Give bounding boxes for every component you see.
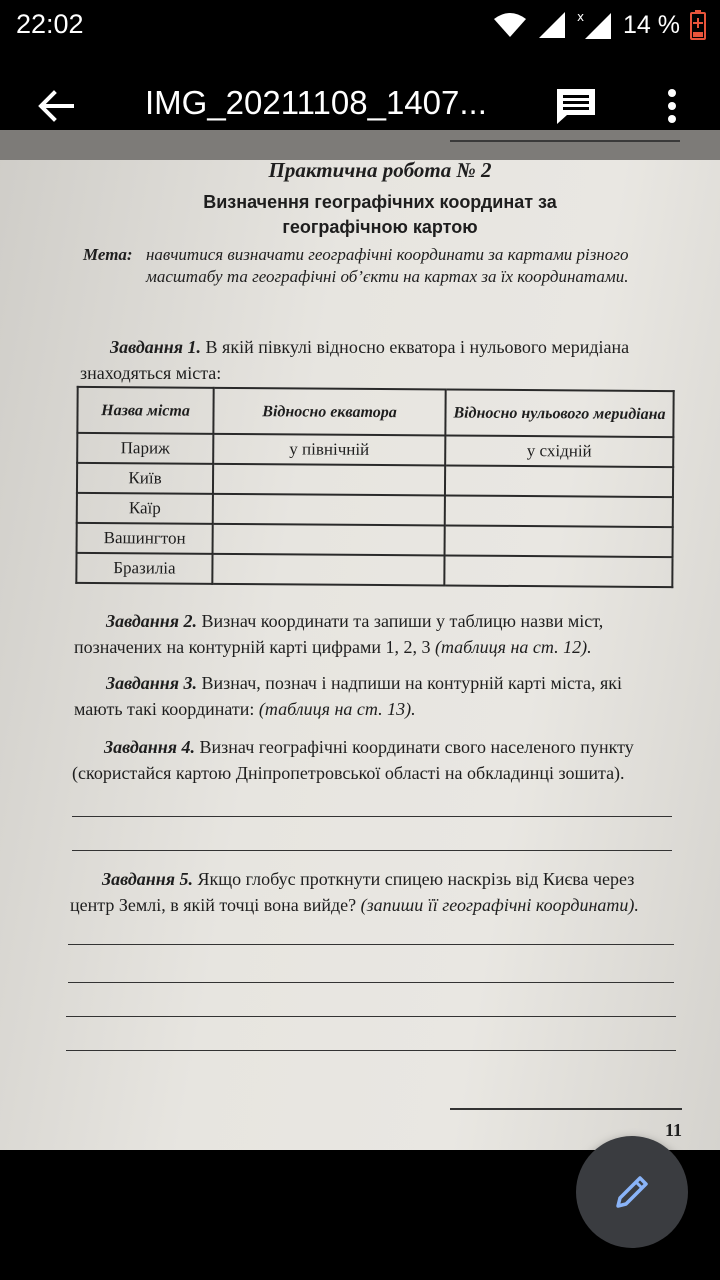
aim-text: навчитися визначати географічні координати за картами різного масштабу та географічні об’єкти на картах за їх координатами. xyxy=(146,245,629,286)
table-cell xyxy=(213,494,445,526)
page-number: 11 xyxy=(665,1120,683,1140)
back-button[interactable] xyxy=(30,80,82,132)
table-cell: у північній xyxy=(213,434,445,466)
task-3-text: Визнач, познач і надпиши на контурній карті міста, які мають такі координати: xyxy=(74,673,623,719)
table-row xyxy=(77,523,673,557)
worksheet-heading xyxy=(150,190,610,240)
edit-fab-button[interactable] xyxy=(576,1136,688,1248)
more-options-button[interactable] xyxy=(648,80,696,132)
task-1-text: В якій півкулі відносно екватора і нульового меридіана знаходяться міста: xyxy=(80,337,630,383)
heading-line-2: географічною картою xyxy=(282,217,478,237)
answer-line xyxy=(72,850,672,851)
task-3-ref: (таблиця на ст. 13). xyxy=(258,699,416,719)
table-cell: Бразиліа xyxy=(76,553,212,584)
answer-line xyxy=(66,1050,676,1051)
answer-line xyxy=(68,982,674,983)
task-5-label: Завдання 5. xyxy=(102,869,194,889)
task-5-note: (запиши її географічні координати). xyxy=(360,895,639,915)
table-row xyxy=(77,433,673,467)
answer-line xyxy=(66,1016,676,1017)
task-1-label: Завдання 1. xyxy=(110,337,202,357)
aim-label: Мета: xyxy=(83,245,133,264)
task-5-text: Якщо глобус проткнути спицею наскрізь від Києва через центр Землі, в якій точці вона вийде? xyxy=(70,869,635,915)
wifi-icon xyxy=(493,12,527,38)
table-row xyxy=(77,493,673,527)
battery-percent: 14 % xyxy=(623,10,680,39)
table-cell: Каїр xyxy=(77,493,213,524)
table-header-row xyxy=(77,387,673,437)
task-2-text: Визнач координати та запиши у таблицю назви міст, позначених на контурній карті цифрами 1, 2, 3 xyxy=(74,611,604,657)
worksheet-page xyxy=(0,130,720,1150)
more-vertical-icon xyxy=(667,88,677,124)
signal-x-icon xyxy=(577,10,613,40)
table-cell: у східній xyxy=(445,435,673,467)
document-photo[interactable] xyxy=(0,130,720,1150)
table-cell xyxy=(445,465,673,497)
edit-pencil-icon xyxy=(612,1172,652,1212)
table-header-meridian: Відносно нульового меридіана xyxy=(445,389,673,437)
battery-low-icon xyxy=(690,10,706,40)
table-cell: Париж xyxy=(77,433,213,464)
table-cell xyxy=(445,495,673,527)
task-3-label: Завдання 3. xyxy=(106,673,198,693)
comment-icon xyxy=(555,87,597,125)
table-cell xyxy=(213,524,445,556)
table-header-equator: Відносно екватора xyxy=(213,388,445,436)
signal-icon xyxy=(537,11,567,39)
task-2-ref: (таблиця на ст. 12). xyxy=(434,637,592,657)
heading-line-1: Визначення географічних координат за xyxy=(203,192,557,212)
table-cell xyxy=(212,554,444,586)
table-header-city: Назва міста xyxy=(77,387,213,434)
table-row xyxy=(76,553,672,587)
table-row xyxy=(77,463,673,497)
back-arrow-icon xyxy=(38,90,74,122)
status-bar xyxy=(0,0,720,50)
footer-line xyxy=(450,1108,682,1110)
svg-text:x: x xyxy=(577,10,585,24)
table-cell xyxy=(445,525,673,557)
status-icons xyxy=(493,8,706,42)
task-4-text: Визнач географічні координати свого населеного пункту (скористайся картою Дніпропетровської області на обкладинці зошита). xyxy=(72,737,634,783)
answer-line xyxy=(72,816,672,817)
task-4 xyxy=(72,734,676,786)
cities-table xyxy=(75,386,674,588)
table-cell: Київ xyxy=(77,463,213,494)
table-cell xyxy=(213,464,445,496)
task-5 xyxy=(70,866,676,918)
file-title: IMG_20211108_1407... xyxy=(145,84,487,121)
table-cell xyxy=(444,555,672,587)
answer-line xyxy=(68,944,674,945)
task-2 xyxy=(74,608,674,660)
table-cell: Вашингтон xyxy=(77,523,213,554)
task-1 xyxy=(80,334,674,386)
task-3 xyxy=(74,670,674,722)
worksheet-title: Практична робота № 2 xyxy=(268,158,492,182)
task-4-label: Завдання 4. xyxy=(104,737,196,757)
comment-button[interactable] xyxy=(548,80,604,132)
clock: 22:02 xyxy=(16,9,84,39)
task-2-label: Завдання 2. xyxy=(106,611,198,631)
